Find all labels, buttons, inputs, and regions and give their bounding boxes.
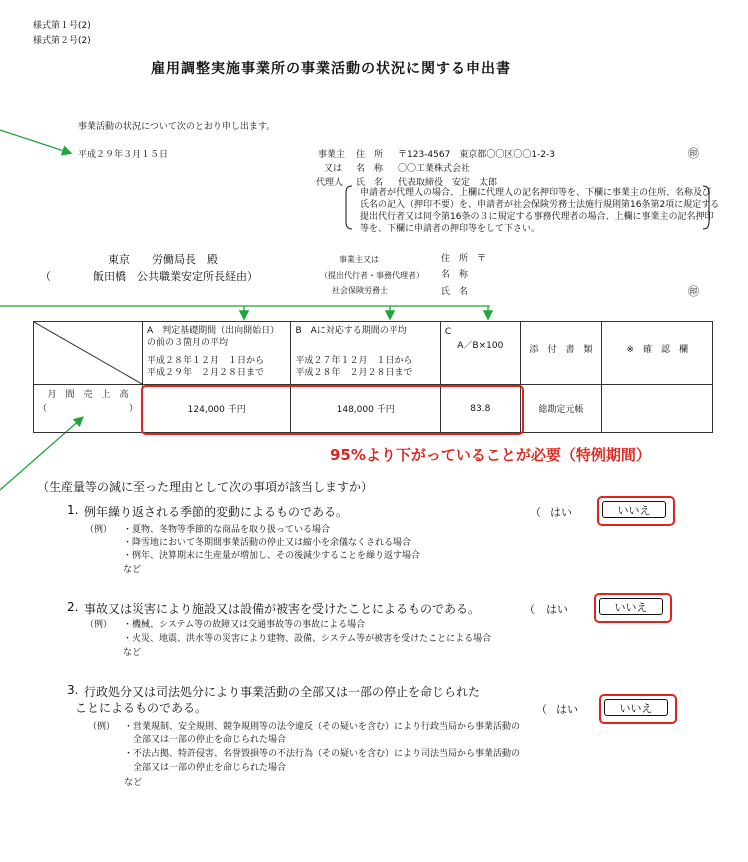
applicant-role-1: 事業主 [318,150,346,160]
applicant-note [360,187,719,235]
reason-1-example-line: ・例年、決算期末に生産量が増加し、その後減少することを繰り返す場合 [123,551,421,561]
monthly-sales-label: 月 間 売 上 高 [47,390,129,400]
reason-1-example-line: ・降雪地において冬期間事業活動の停止又は縮小を余儀なくされる場合 [123,538,412,548]
attachments-header [520,322,602,385]
reason-1-paren-open: （ [530,506,541,519]
column-b-title: B Aに対応する期間の平均 [295,326,407,336]
lower-role-2: （提出代行者・事務代理者） [320,271,424,280]
reason-3-no[interactable]: いいえ [604,699,668,716]
labor-bureau-line: 東京 労働局長 殿 [108,253,218,266]
confirmation-header [602,322,713,385]
diagonal-cell [34,322,143,385]
reason-2-etc: など [123,648,142,658]
reason-3-number: 3. [67,683,79,697]
reason-3-example-line: ・営業規制、安全規則、競争規則等の法令違反（その疑いを含む）により行政当局から事業活動の [124,722,521,732]
reason-2-paren-open: （ [524,603,535,616]
applicant-role-3: 代理人 [316,178,344,188]
employment-office-line: 飯田橋 公共職業安定所長経由） [93,270,258,283]
reason-2-example-line: ・火災、地震、洪水等の災害により建物、設備、システム等が被害を受けたことによる場合 [123,634,492,644]
applicant-note-line: 氏名の記入（押印不要）を、申請者が社会保険労務士法施行規則第16条第2項に規定する [360,200,720,210]
reason-1-example-line: ・夏物、冬物等季節的な商品を取り扱っている場合 [123,525,331,535]
lower-person-label: 氏 名 [441,287,469,297]
applicant-note-line: 申請者が代理人の場合、上欄に代理人の記名押印等を、下欄に事業主の住所、名称及び [360,188,712,198]
attachment-value-cell [520,385,602,433]
value-c: 83.8 [470,403,491,414]
note-bracket-left [346,186,352,229]
reason-1-example-label: （例） [85,525,113,535]
row-paren-left: （ [38,404,48,414]
application-date: 平成２９年３月１５日 [78,150,169,160]
arrow-to-date [0,130,70,153]
address-label: 住 所 [356,150,384,160]
attachment-value: 総勘定元帳 [538,405,584,415]
lower-address-label: 住 所 〒 [441,254,487,264]
form-number-1: 様式第１号(2) [33,21,91,31]
requirement-callout: 95%より下がっていることが必要（特例期間） [330,446,651,464]
company-name-label: 名 称 [356,164,384,174]
column-b-header [291,322,440,385]
reason-1-no[interactable]: いいえ [602,501,666,518]
seal-mark: ㊞ [688,147,699,160]
applicant-note-line: 提出代行者又は同令第16条の３に規定する事務代理者の場合、上欄に事業主の記名押印 [360,212,714,222]
column-b-period-end: 平成２８年 ２月２８日まで [295,368,413,378]
reason-2-example-line: ・機械、システム等の故障又は交通事故等の事故による場合 [123,620,366,630]
column-b-period-start: 平成２７年１２月 １日から [295,356,413,366]
reasons-question: （生産量等の減に至った理由として次の事項が該当しますか） [37,480,374,494]
row-label-cell [34,385,143,433]
column-c-letter: C [444,327,452,337]
column-a-period-end: 平成２９年 ２月２８日まで [147,368,265,378]
row-paren-right: ） [128,404,138,414]
lower-name-label: 名 称 [441,270,469,280]
lower-seal-mark: ㊞ [688,285,699,298]
person-name-label: 氏 名 [356,178,384,188]
reason-3-example-line: 全部又は一部の停止を命じられた場合 [124,735,287,745]
reason-1-number: 1. [67,503,79,517]
reason-1-yes[interactable]: はい [550,506,572,519]
confirmation-header-text: ※ 確 認 欄 [626,345,688,355]
reason-1-text: 例年繰り返される季節的変動によるものである。 [84,505,349,519]
reason-2-example-label: （例） [85,620,113,630]
reason-2-number: 2. [67,600,79,614]
intro-text: 事業活動の状況について次のとおり申し出ます。 [78,122,276,132]
applicant-role-2: 又は [324,164,343,174]
column-a-title: A 判定基礎期間（出向開始日）の前の３箇月の平均 [147,326,280,348]
attachments-header-text: 添 付 書 類 [529,345,593,355]
reason-2-text: 事故又は災害により施設又は設備が被害を受けたことによるものである。 [84,602,481,616]
reason-3-text: 行政処分又は司法処分により事業活動の全部又は一部の停止を命じられた [84,685,481,699]
reason-3-paren-open: （ [536,703,547,716]
column-a-header [143,322,291,385]
lower-role-3: 社会保険労務士 [332,286,388,295]
reason-3-example-line: 全部又は一部の停止を命じられた場合 [124,763,287,773]
reason-1-etc: など [123,565,142,575]
document-title: 雇用調整実施事業所の事業活動の状況に関する申出書 [151,61,511,77]
reason-3-example-line: ・不法占拠、特許侵害、名誉毀損等の不法行為（その疑いを含む）により司法当局から事業活動の [124,749,521,759]
highlight-values-box [141,385,524,435]
value-b: 148,000 千円 [336,405,395,415]
reason-2-no[interactable]: いいえ [599,598,663,615]
office-open-paren: （ [40,270,51,283]
column-c-header [440,322,520,385]
company-name-value: 〇〇工業株式会社 [398,164,471,174]
reason-3-example-label: （例） [88,722,116,732]
confirmation-cell [602,385,713,433]
applicant-note-line: 等を、下欄に申請者の押印等をして下さい。 [360,224,541,234]
person-name-value: 代表取締役 安定 太郎 [398,178,498,188]
column-c-formula: A／B×100 [457,341,504,351]
reason-3-etc: など [124,778,143,788]
reason-2-yes[interactable]: はい [546,603,568,616]
reason-3-yes[interactable]: はい [556,703,578,716]
form-number-2: 様式第２号(2) [33,36,91,46]
lower-role-1: 事業主又は [339,255,379,264]
column-a-period-start: 平成２８年１２月 １日から [147,356,265,366]
value-a: 124,000 千円 [187,405,246,415]
address-value: 〒123-4567 東京都〇〇区〇〇1-2-3 [398,150,556,160]
reason-3-text-cont: ことによるものである。 [75,701,208,715]
